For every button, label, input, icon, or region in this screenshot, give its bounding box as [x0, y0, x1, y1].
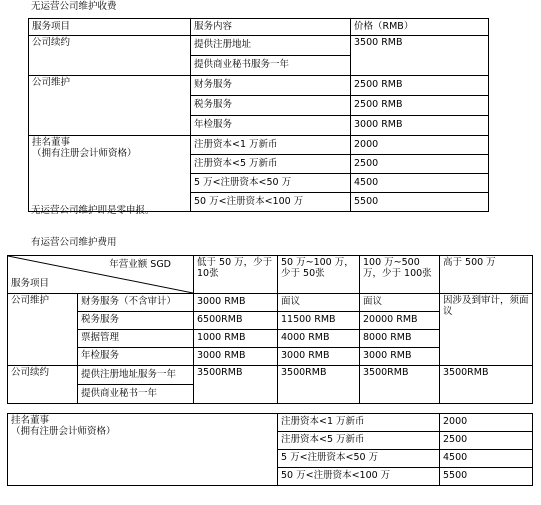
price-cell: 4500	[440, 450, 533, 468]
content-cell: 注册资本<1 万新币	[191, 136, 351, 155]
director-qualification: （拥有注册会计师资格）	[11, 425, 116, 437]
content-cell: 注册资本<1 万新币	[278, 414, 440, 432]
content-cell: 5 万<注册资本<50 万	[191, 174, 351, 193]
price-cell: 2500 RMB	[351, 96, 489, 116]
price-cell: 2500	[351, 155, 489, 174]
value-cell: 6500RMB	[194, 312, 278, 330]
content-cell: 50 万<注册资本<100 万	[191, 193, 351, 212]
value-cell: 面议	[278, 294, 360, 312]
section1-title: 无运营公司维护收费	[31, 1, 117, 12]
service-item-label: 服务项目	[11, 278, 50, 290]
director-qualification: （拥有注册会计师资格）	[32, 147, 137, 159]
value-cell: 3000 RMB	[194, 294, 278, 312]
director-label: 挂名董事	[11, 415, 50, 426]
content-cell: 提供商业秘书服务一年	[191, 56, 351, 76]
value-cell: 3500RMB	[440, 366, 533, 404]
content-cell: 税务服务	[191, 96, 351, 116]
value-cell: 1000 RMB	[194, 330, 278, 348]
content-cell: 年检服务	[191, 116, 351, 136]
audit-negotiable-note: 因涉及到审计，须面议	[440, 294, 533, 366]
value-cell: 20000 RMB	[360, 312, 440, 330]
group-company-maintenance: 公司维护	[8, 294, 78, 366]
col-header-tier4: 高于 500 万	[440, 256, 533, 294]
item-cell: 税务服务	[78, 312, 194, 330]
price-cell: 5500	[440, 468, 533, 486]
annual-revenue-label: 年营业额 SGD	[109, 259, 171, 270]
value-cell: 8000 RMB	[360, 330, 440, 348]
value-cell: 3000 RMB	[360, 348, 440, 366]
section2-title: 有运营公司维护费用	[31, 237, 117, 248]
content-cell: 提供注册地址	[191, 36, 351, 56]
item-cell: 年检服务	[78, 348, 194, 366]
header-price: 价格（RMB）	[351, 19, 489, 36]
price-cell: 4500	[351, 174, 489, 193]
value-cell: 3500RMB	[194, 366, 278, 404]
content-cell: 5 万<注册资本<50 万	[278, 450, 440, 468]
item-cell: 提供注册地址服务一年	[78, 366, 194, 385]
value-cell: 3000 RMB	[194, 348, 278, 366]
table-spacer	[8, 404, 533, 414]
header-service-item: 服务项目	[29, 19, 191, 36]
content-cell: 财务服务	[191, 76, 351, 96]
header-service-content: 服务内容	[191, 19, 351, 36]
value-cell: 4000 RMB	[278, 330, 360, 348]
price-cell: 2500 RMB	[351, 76, 489, 96]
price-cell: 2500	[440, 432, 533, 450]
item-cell: 提供商业秘书一年	[78, 385, 194, 404]
group-company-renewal: 公司续约	[8, 366, 78, 404]
price-cell: 2000	[351, 136, 489, 155]
value-cell: 3500RMB	[278, 366, 360, 404]
item-cell: 财务服务（不含审计）	[78, 294, 194, 312]
value-cell: 面议	[360, 294, 440, 312]
price-cell: 3500 RMB	[351, 36, 489, 76]
price-cell: 3000 RMB	[351, 116, 489, 136]
content-cell: 注册资本<5 万新币	[191, 155, 351, 174]
group-company-maintenance: 公司维护	[29, 76, 191, 136]
col-header-tier3: 100 万~500 万，少于 100张	[360, 256, 440, 294]
value-cell: 3500RMB	[360, 366, 440, 404]
content-cell: 50 万<注册资本<100 万	[278, 468, 440, 486]
fee-table-with-operation	[7, 255, 533, 486]
diagonal-header	[8, 256, 194, 294]
item-cell: 票据管理	[78, 330, 194, 348]
value-cell: 11500 RMB	[278, 312, 360, 330]
director-label: 挂名董事	[32, 137, 71, 148]
section1-note: 无运营公司维护即是零申报。	[31, 205, 155, 216]
content-cell: 注册资本<5 万新币	[278, 432, 440, 450]
col-header-tier2: 50 万~100 万，少于 50张	[278, 256, 360, 294]
group-nominee-director	[8, 414, 278, 486]
group-nominee-director	[29, 136, 191, 212]
fee-table-no-operation	[28, 18, 489, 212]
value-cell: 3000 RMB	[278, 348, 360, 366]
price-cell: 2000	[440, 414, 533, 432]
col-header-tier1: 低于 50 万，少于 10张	[194, 256, 278, 294]
group-company-renewal: 公司续约	[29, 36, 191, 76]
price-cell: 5500	[351, 193, 489, 212]
